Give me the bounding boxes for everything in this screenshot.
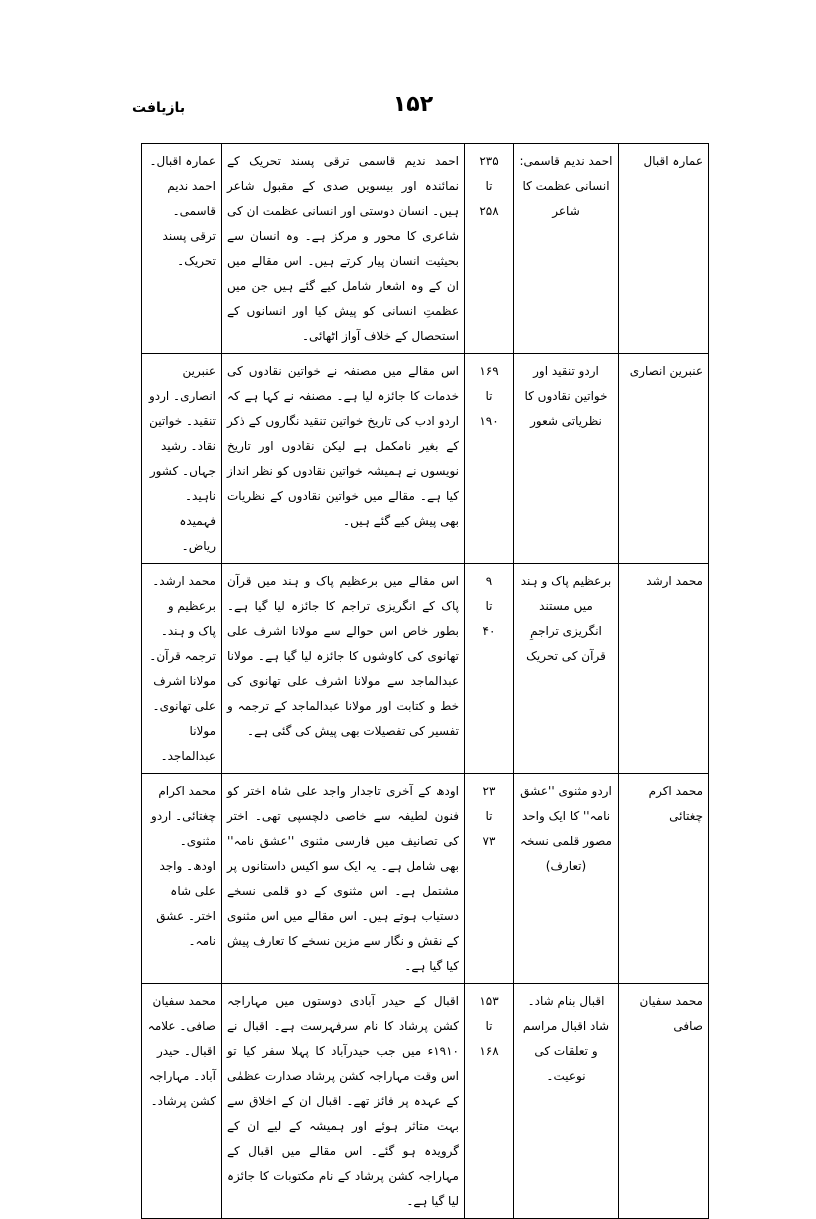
keywords-cell: محمد اکرام چغتائی۔ اردو مثنوی۔ اودھ۔ واجد علی شاہ اختر۔ عشق نامہ۔ xyxy=(142,774,222,984)
title-cell: اردو مثنوی ''عشق نامہ'' کا ایک واحد مصور قلمی نسخہ (تعارف) xyxy=(514,774,619,984)
table-row xyxy=(142,354,709,564)
pages-cell xyxy=(465,564,514,774)
author-cell: عمارہ اقبال xyxy=(619,144,709,354)
summary-cell: اس مقالے میں برعظیم پاک و ہند میں قرآن پاک کے انگریزی تراجم کا جائزہ لیا گیا ہے۔ بطور خاص اس حوالے سے مولانا اشرف علی تھانوی کی کاوشوں کا جائزہ لیا گیا ہے۔ مولانا عبدالماجد سے مولانا اشرف علی تھانوی کی خط و کتابت اور مولانا عبدالماجد کے ترجمہ و تفسیر کی تفصیلات بھی پیش کی گئی ہے۔ xyxy=(222,564,465,774)
page-separator: تا xyxy=(485,389,493,403)
title-cell: اردو تنقید اور خواتین نقادوں کا نظریاتی شعور xyxy=(514,354,619,564)
pages-cell xyxy=(465,354,514,564)
pages-cell xyxy=(465,144,514,354)
keywords-cell: محمد سفیان صافی۔ علامہ اقبال۔ حیدر آباد۔ مہاراجہ کشن پرشاد۔ xyxy=(142,984,222,1219)
summary-cell: احمد ندیم قاسمی ترقی پسند تحریک کے نمائندہ اور بیسویں صدی کے مقبول شاعر ہیں۔ انسان دوستی اور انسانی عظمت ان کی شاعری کا محور و مرکز ہے۔ وہ انسان سے بحیثیت انسان پیار کرتے ہیں۔ اس مقالے میں ان کے وہ اشعار شامل کیے گئے ہیں جن میں عظمتِ انسانی کو پیش کیا اور انسانوں کے استحصال کے خلاف آواز اٹھائی۔ xyxy=(222,144,465,354)
page-to: ۷۳ xyxy=(482,834,496,848)
page-from: ۱۶۹ xyxy=(479,364,499,378)
title-cell: احمد ندیم قاسمی: انسانی عظمت کا شاعر xyxy=(514,144,619,354)
page-from: ۲۳۵ xyxy=(479,154,499,168)
page-number: ۱۵۲ xyxy=(392,92,434,117)
title-cell: برعظیم پاک و ہند میں مستند انگریزی تراجمِ قرآن کی تحریک xyxy=(514,564,619,774)
table-row xyxy=(142,564,709,774)
author-cell: محمد سفیان صافی xyxy=(619,984,709,1219)
pages-cell xyxy=(465,984,514,1219)
page-to: ۲۵۸ xyxy=(479,204,499,218)
page-separator: تا xyxy=(485,1019,493,1033)
journal-title: بازیافت xyxy=(132,100,186,116)
page-separator: تا xyxy=(485,179,493,193)
page-from: ۲۳ xyxy=(482,784,496,798)
author-cell: محمد ارشد xyxy=(619,564,709,774)
title-cell: اقبال بنام شاد۔ شاد اقبال مراسم و تعلقات کی نوعیت۔ xyxy=(514,984,619,1219)
table-row xyxy=(142,774,709,984)
author-cell: عنبرین انصاری xyxy=(619,354,709,564)
page-to: ۴۰ xyxy=(482,624,496,638)
page-from: ۱۵۳ xyxy=(479,994,499,1008)
summary-cell: اودھ کے آخری تاجدار واجد علی شاہ اختر کو فنون لطیفہ سے خاصی دلچسپی تھی۔ اختر کی تصانیف میں فارسی مثنوی ''عشق نامہ'' بھی شامل ہے۔ یہ ایک سو اکیس داستانوں پر مشتمل ہے۔ اس مثنوی کے دو قلمی نسخے دستیاب ہوتے ہیں۔ اس مقالے میں اس مثنوی کے نقش و نگار سے مزین نسخے کا تعارف پیش کیا گیا ہے۔ xyxy=(222,774,465,984)
page-from: ۹ xyxy=(485,574,493,588)
keywords-cell: محمد ارشد۔ برعظیم و پاک و ہند۔ ترجمہ قرآن۔ مولانا اشرف علی تھانوی۔ مولانا عبدالماجد۔ xyxy=(142,564,222,774)
page-separator: تا xyxy=(485,599,493,613)
summary-cell: اس مقالے میں مصنفہ نے خواتین نقادوں کی خدمات کا جائزہ لیا ہے۔ مصنفہ نے کہا ہے کہ اردو ادب کی تاریخ خواتین تنقید نگاروں کے ذکر کے بغیر نامکمل ہے لیکن نقادوں اور تاریخ نویسوں نے ہمیشہ خواتین نقادوں کو نظر انداز کیا ہے۔ مقالے میں خواتین نقادوں کے نظریات بھی پیش کیے گئے ہیں۔ xyxy=(222,354,465,564)
page-separator: تا xyxy=(485,809,493,823)
summary-cell: اقبال کے حیدر آبادی دوستوں میں مہاراجہ کشن پرشاد کا نام سرفہرست ہے۔ اقبال نے ۱۹۱۰ء میں جب حیدرآباد کا پہلا سفر کیا تو اس وقت مہاراجہ کشن پرشاد صدارت عظمٰی کے عہدہ پر فائز تھے۔ اقبال ان کے اخلاق سے بہت متاثر ہوئے اور ہمیشہ کے لیے ان کے گرویدہ ہو گئے۔ اس مقالے میں اقبال کے مہاراجہ کشن پرشاد کے نام مکتوبات کا جائزہ لیا گیا ہے۔ xyxy=(222,984,465,1219)
index-table xyxy=(141,143,709,1219)
page-to: ۱۹۰ xyxy=(479,414,499,428)
keywords-cell: عنبرین انصاری۔ اردو تنقید۔ خواتین نقاد۔ رشید جہاں۔ کشور ناہید۔ فہمیدہ ریاض۔ xyxy=(142,354,222,564)
pages-cell xyxy=(465,774,514,984)
keywords-cell: عمارہ اقبال۔ احمد ندیم قاسمی۔ ترقی پسند تحریک۔ xyxy=(142,144,222,354)
author-cell: محمد اکرم چغتائی xyxy=(619,774,709,984)
page-to: ۱۶۸ xyxy=(479,1044,499,1058)
table-row xyxy=(142,984,709,1219)
table-row xyxy=(142,144,709,354)
